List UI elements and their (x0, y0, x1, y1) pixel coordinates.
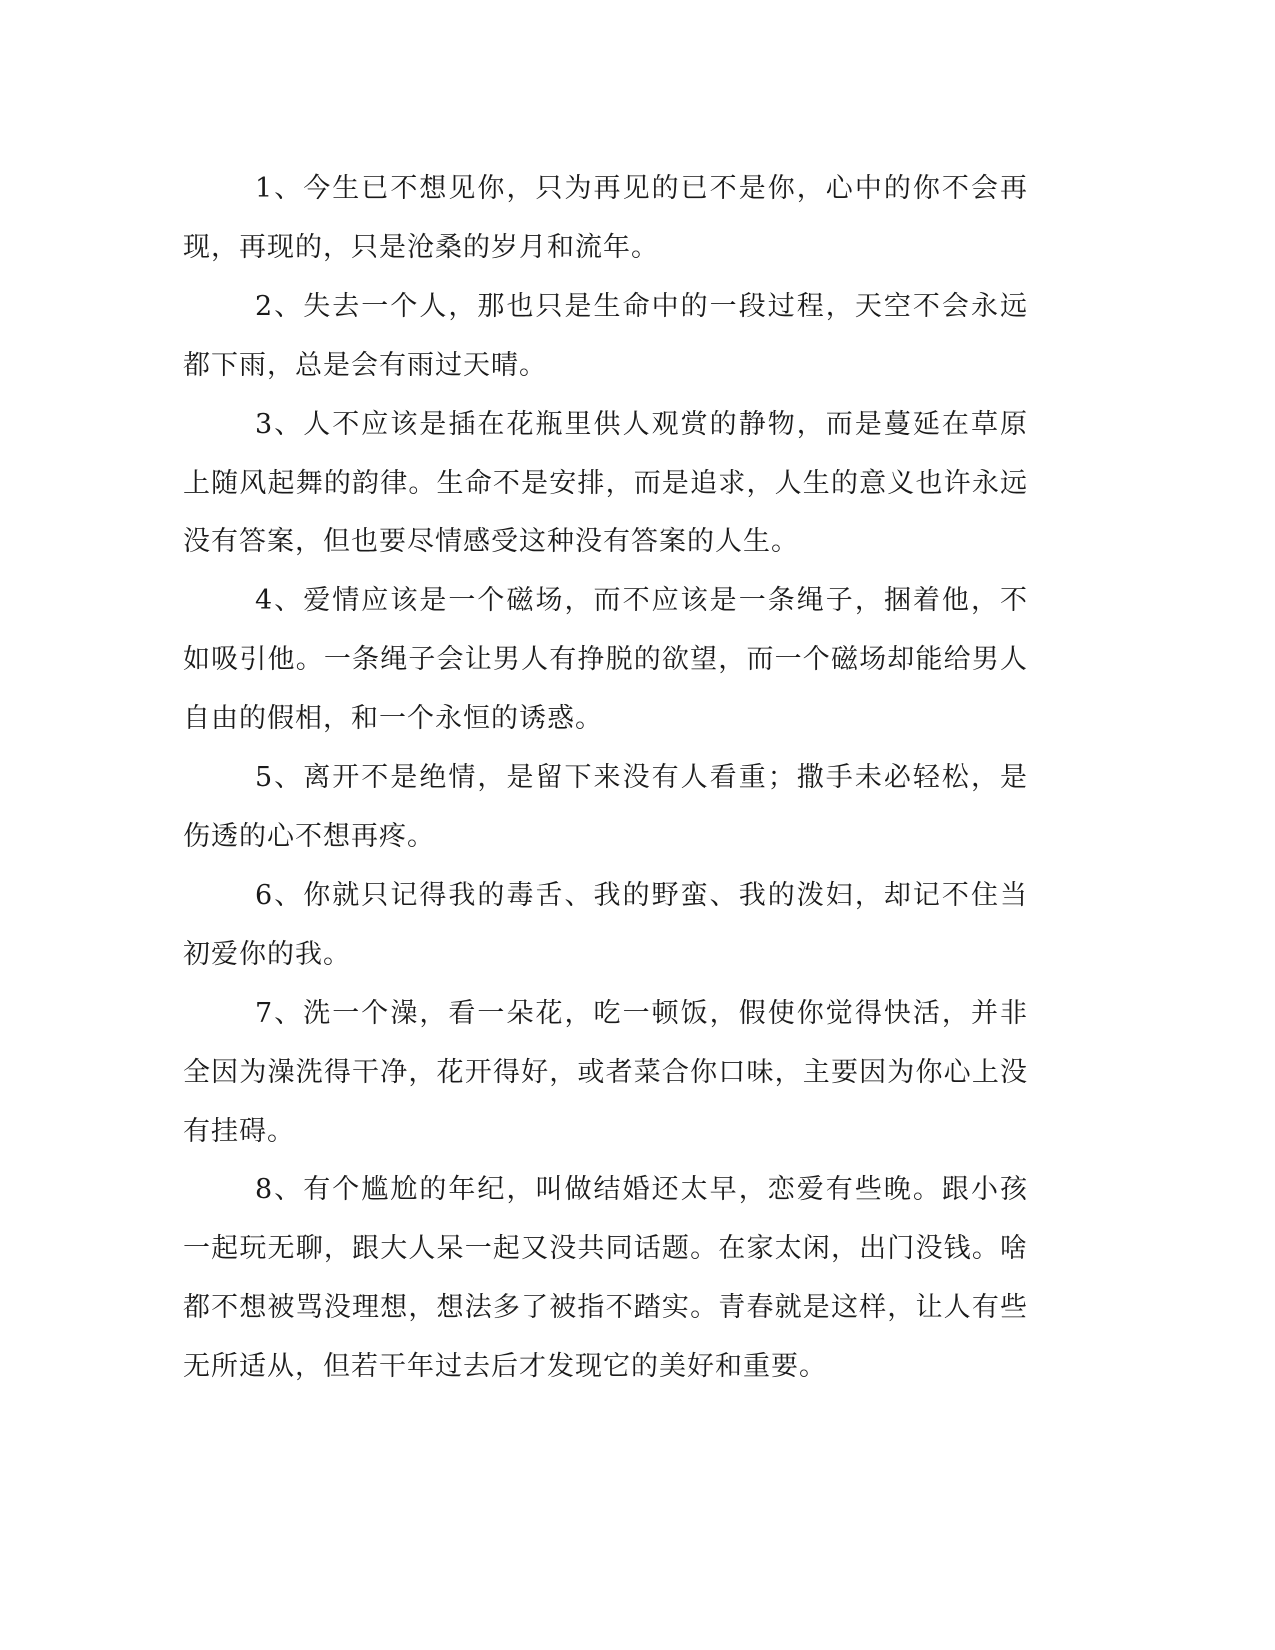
paragraph-2: 2、失去一个人，那也只是生命中的一段过程，天空不会永远都下雨，总是会有雨过天晴。 (183, 290, 1028, 381)
paragraph-6: 6、你就只记得我的毒舌、我的野蛮、我的泼妇，却记不住当初爱你的我。 (183, 879, 1028, 970)
paragraph-7: 7、洗一个澡，看一朵花，吃一顿饭，假使你觉得快活，并非全因为澡洗得干净，花开得好，或者菜合你口味，主要因为你心上没有挂碍。 (183, 997, 1028, 1147)
paragraph-3: 3、人不应该是插在花瓶里供人观赏的静物，而是蔓延在草原上随风起舞的韵律。生命不是安排，而是追求，人生的意义也许永远没有答案，但也要尽情感受这种没有答案的人生。 (183, 408, 1028, 558)
document-body (183, 160, 1028, 1397)
paragraph-5: 5、离开不是绝情，是留下来没有人看重；撒手未必轻松，是伤透的心不想再疼。 (183, 762, 1028, 852)
paragraph-4: 4、爱情应该是一个磁场，而不应该是一条绳子，捆着他，不如吸引他。一条绳子会让男人有挣脱的欲望，而一个磁场却能给男人自由的假相，和一个永恒的诱惑。 (183, 585, 1028, 735)
paragraph-1: 1、今生已不想见你，只为再见的已不是你，心中的你不会再现，再现的，只是沧桑的岁月和流年。 (183, 173, 1028, 263)
paragraph-8: 8、有个尴尬的年纪，叫做结婚还太早，恋爱有些晚。跟小孩一起玩无聊，跟大人呆一起又没共同话题。在家太闲，出门没钱。啥都不想被骂没理想，想法多了被指不踏实。青春就是这样，让人有些无所适从，但若干年过去后才发现它的美好和重要。 (183, 1174, 1028, 1383)
